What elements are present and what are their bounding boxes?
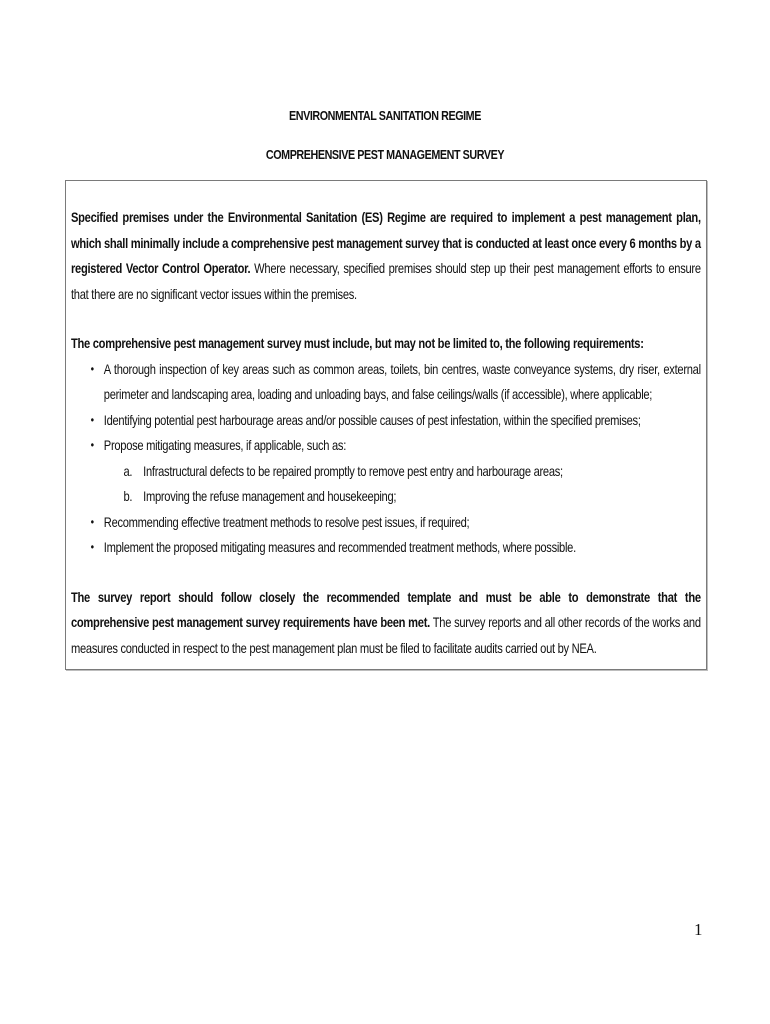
requirements-list-continued: [71, 510, 701, 561]
bullet-icon: •: [90, 514, 94, 529]
document-title: ENVIRONMENTAL SANITATION REGIME: [289, 109, 481, 123]
intro-paragraph: [71, 205, 701, 307]
list-item-text: Recommending effective treatment methods to resolve pest issues, if required;: [103, 514, 470, 530]
closing-bold-text: The survey report should follow closely the recommended template and must be able to demonstrate that the comprehensive pest management survey requirements have been met.: [71, 589, 701, 630]
page-number: 1: [694, 920, 703, 939]
list-item: [71, 433, 701, 459]
spacer: [71, 561, 701, 585]
list-item: [71, 357, 701, 408]
intro-bold-text: Specified premises under the Environmental Sanitation (ES) Regime are required to implement a pest management plan, which shall minimally include a comprehensive pest management survey that is conducted at least once every 6 months by a registered Vector Control Operator.: [71, 210, 701, 276]
sub-list-marker: b.: [123, 489, 133, 504]
closing-normal-text: The survey reports and all other records of the works and measures conducted in respect to the pest management plan must be filed to facilitate audits carried out by NEA.: [71, 615, 701, 656]
content-box: [65, 180, 707, 670]
requirements-heading: The comprehensive pest management survey must include, but may not be limited to, the following requirements:: [71, 336, 644, 351]
closing-paragraph: [71, 585, 701, 662]
sub-list-item: [71, 484, 701, 510]
sub-list-item: [71, 459, 701, 485]
list-item-text: Identifying potential pest harbourage areas and/or possible causes of pest infestation, within the specified premises;: [103, 412, 641, 428]
mitigating-measures-sublist: [71, 459, 701, 510]
content-body: [71, 205, 701, 661]
bullet-icon: •: [90, 412, 94, 427]
spacer: [71, 307, 701, 331]
list-item-text: Implement the proposed mitigating measures and recommended treatment methods, where possible.: [103, 540, 576, 555]
bullet-icon: •: [90, 438, 94, 452]
list-item: [71, 408, 701, 434]
bullet-icon: •: [90, 361, 94, 376]
document-subtitle: COMPREHENSIVE PEST MANAGEMENT SURVEY: [265, 148, 505, 162]
list-item-text: Propose mitigating measures, if applicable, such as:: [103, 438, 347, 453]
requirements-list: [71, 357, 701, 459]
sub-list-item-text: Infrastructural defects to be repaired promptly to remove pest entry and harbourage areas;: [143, 463, 563, 479]
bullet-icon: •: [90, 540, 94, 554]
list-item: [71, 535, 701, 561]
sub-list-marker: a.: [123, 463, 133, 479]
sub-list-item-text: Improving the refuse management and housekeeping;: [143, 489, 397, 504]
list-item: [71, 510, 701, 536]
intro-normal-text: Where necessary, specified premises should step up their pest management efforts to ensure that there are no significant vector issues within the premises.: [71, 261, 701, 302]
list-item-text: A thorough inspection of key areas such as common areas, toilets, bin centres, waste conveyance systems, dry riser, external perimeter and landscaping area, loading and unloading bays, and false ceilings/walls (if accessible), where applicable;: [103, 361, 701, 402]
